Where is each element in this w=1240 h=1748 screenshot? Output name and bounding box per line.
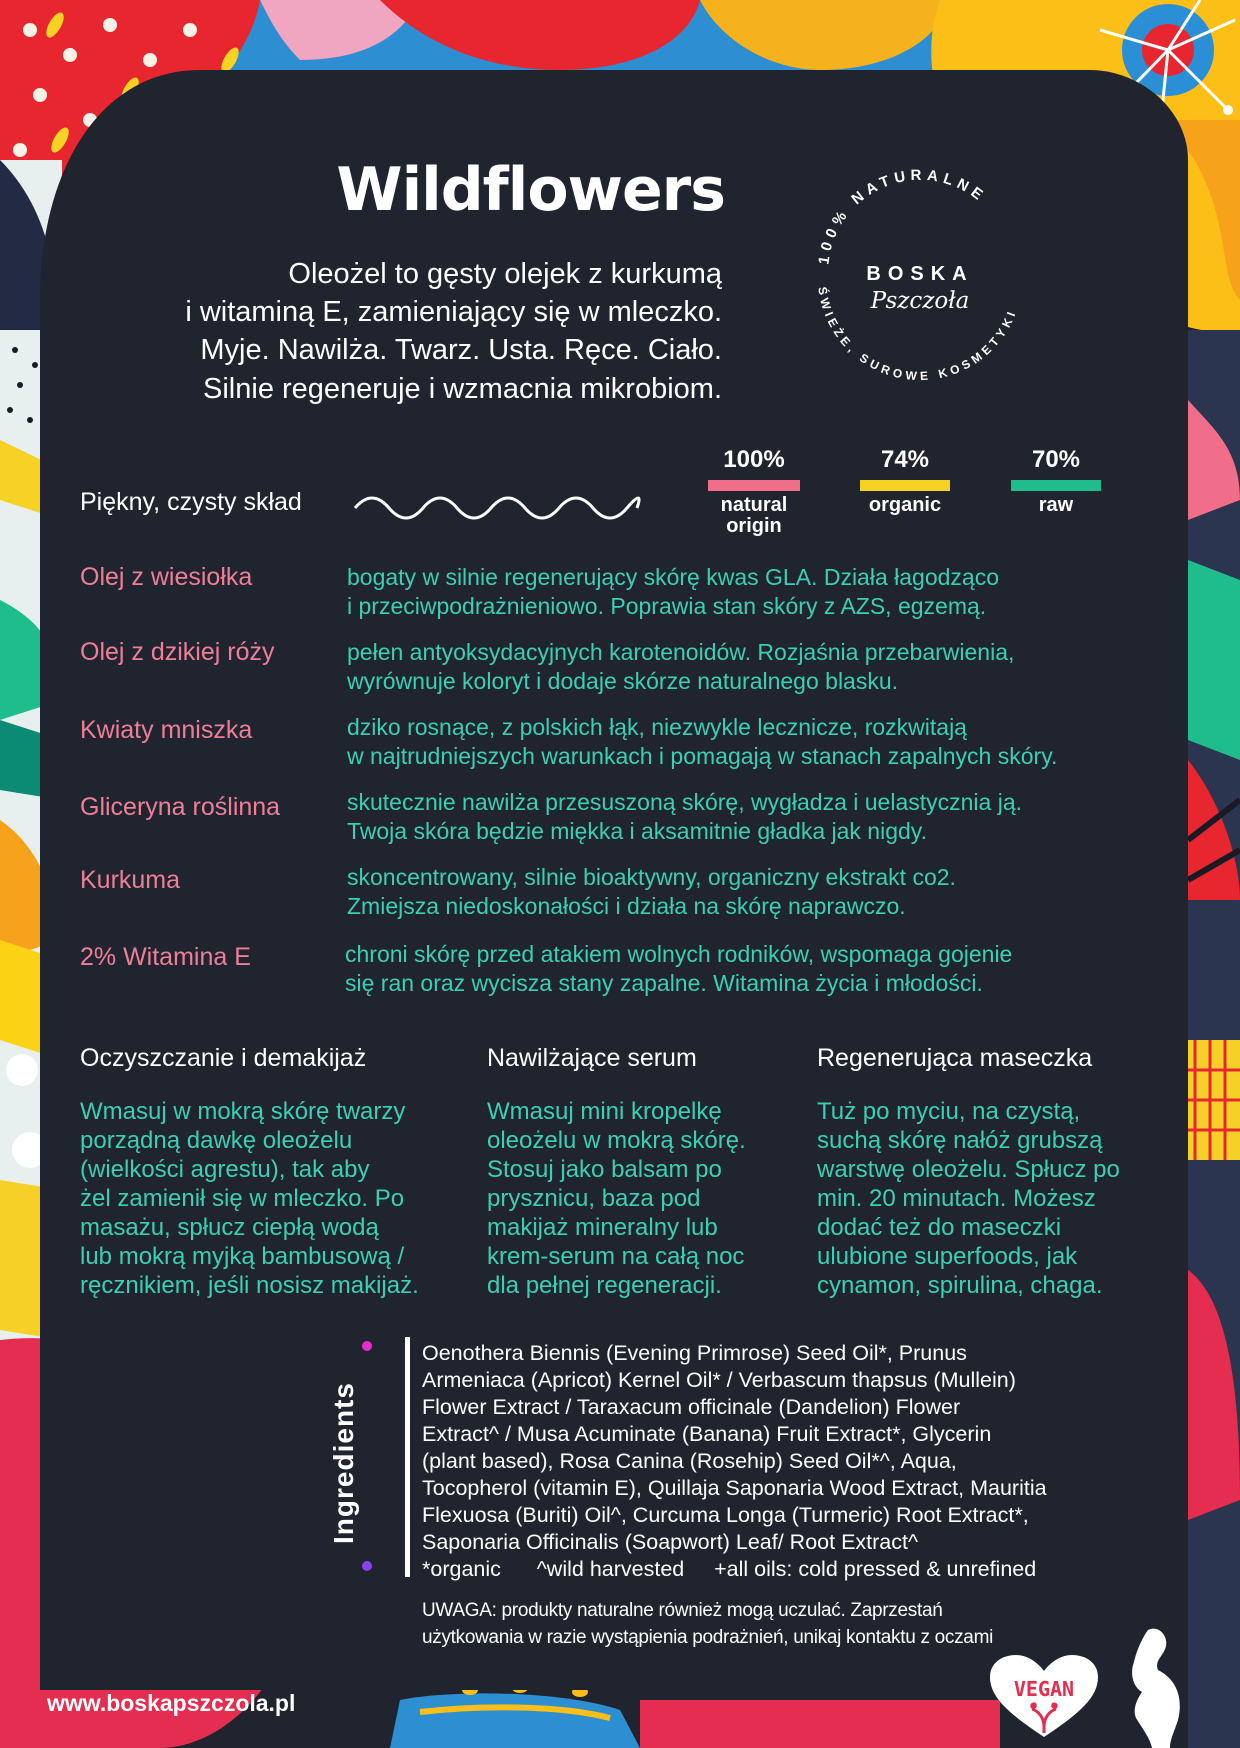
usage-line: lub mokrą myjką bambusową / (80, 1243, 405, 1270)
ingredient-name: Olej z wiesiołka (80, 563, 253, 591)
usage-serum (487, 1044, 807, 1300)
stat-organic (860, 446, 950, 516)
usage-line: ulubione superfoods, jak (817, 1243, 1078, 1270)
stat-bar (860, 480, 950, 491)
description-line: pełen antyoksydacyjnych karotenoidów. Rozjaśnia przebarwienia, (347, 639, 1015, 665)
usage-line: ręcznikiem, jeśli nosisz makijaż. (80, 1272, 419, 1299)
usage-line: oleożelu w mokrą skórę. (487, 1127, 746, 1154)
description-line: się ran oraz wycisza stany zapalne. Witamina życia i młodości. (345, 970, 983, 996)
ingredients-line: Flexuosa (Buriti) Oil^, Curcuma Longa (Turmeric) Root Extract*, (422, 1503, 1029, 1527)
ingredient-description (345, 940, 1175, 998)
usage-line: Tuż po myciu, na czystą, (817, 1098, 1081, 1125)
website-link[interactable]: www.boskapszczola.pl (47, 1690, 296, 1716)
description-line: skoncentrowany, silnie bioaktywny, organiczny ekstrakt co2. (347, 864, 956, 890)
description-line: chroni skórę przed atakiem wolnych rodników, wspomaga gojenie (345, 941, 1013, 967)
usage-mask (817, 1044, 1177, 1300)
usage-line: dla pełnej regeneracji. (487, 1272, 722, 1299)
ingredients-list (422, 1340, 1162, 1556)
stat-bar (1011, 480, 1101, 491)
logo-script: Pszczoła (870, 288, 970, 314)
usage-line: Stosuj jako balsam po (487, 1156, 722, 1183)
vegan-label: VEGAN (1013, 1677, 1075, 1701)
brand-logo (800, 160, 1040, 400)
usage-line: masażu, spłucz ciepłą wodą (80, 1214, 379, 1241)
ingredients-divider (405, 1337, 410, 1577)
ingredients-line: Armeniaca (Apricot) Kernel Oil* / Verbascum thapsus (Mullein) (422, 1368, 1016, 1392)
usage-line: Wmasuj w mokrą skórę twarzy (80, 1098, 406, 1125)
vegan-badge (988, 1653, 1100, 1739)
description-line: Zmiejsza niedoskonałości i działa na skórę naprawczo. (347, 893, 906, 919)
warning-line: UWAGA: produkty naturalne również mogą uczulać. Zaprzestań (422, 1600, 943, 1621)
usage-line: żel zamienił się w mleczko. Po (80, 1185, 405, 1212)
ingredient-name: Kurkuma (80, 866, 181, 894)
stat-bar (708, 480, 800, 491)
logo-ring-top: 100% NATURALNE (815, 166, 990, 266)
description-line: w najtrudniejszych warunkach i pomagają w stanach zapalnych skóry. (347, 743, 1058, 769)
ingredient-name: Gliceryna roślinna (80, 793, 281, 821)
description-line: Twoja skóra będzie miękka i aksamitnie gładka jak nigdy. (347, 818, 927, 844)
ingredients-line: (plant based), Rosa Canina (Rosehip) Seed Oil*^, Aqua, (422, 1449, 957, 1473)
warning-text (422, 1597, 1162, 1651)
ingredient-description (347, 638, 1177, 696)
ingredients-line: Extract^ / Musa Acuminate (Banana) Fruit Extract*, Glycerin (422, 1422, 992, 1446)
usage-text (487, 1097, 807, 1300)
usage-line: min. 20 minutach. Możesz (817, 1185, 1096, 1212)
usage-line: prysznicu, baza pod (487, 1185, 701, 1212)
stat-label: origin (726, 515, 782, 537)
ingredients-heading-text: Ingredients (328, 1382, 359, 1544)
stat-natural-origin (708, 446, 800, 537)
ingredient-description (347, 788, 1177, 846)
usage-cleansing (80, 1044, 460, 1300)
composition-label: Piękny, czysty skład (80, 488, 302, 516)
usage-line: porządną dawkę oleożelu (80, 1127, 353, 1154)
stat-value: 100% (723, 446, 785, 473)
page-title: Wildflowers (336, 155, 725, 225)
usage-line: warstwę oleożelu. Spłucz po (817, 1156, 1120, 1183)
usage-line: dodać też do maseczki (817, 1214, 1062, 1241)
usage-line: cynamon, spirulina, chaga. (817, 1272, 1103, 1299)
stat-label: natural (720, 494, 788, 516)
ingredients-line: Tocopherol (vitamin E), Quillaja Saponaria Wood Extract, Mauritia (422, 1476, 1047, 1500)
warning-line: użytkowania w razie wystąpienia podrażnień, unikaj kontaktu z oczami (422, 1627, 994, 1648)
intro-line: Myje. Nawilża. Twarz. Usta. Ręce. Ciało. (200, 334, 722, 366)
stat-label: organic (868, 494, 942, 516)
usage-title: Regenerująca maseczka (817, 1044, 1093, 1072)
stat-raw (1011, 446, 1101, 516)
description-line: bogaty w silnie regenerujący skórę kwas GLA. Działa łagodząco (347, 564, 999, 590)
ingredient-name: Olej z dzikiej róży (80, 638, 275, 666)
ingredient-description (347, 713, 1177, 771)
ingredient-name: Kwiaty mniszka (80, 716, 253, 744)
usage-line: suchą skórę nałóż grubszą (817, 1127, 1103, 1154)
description-line: skutecznie nawilża przesuszoną skórę, wygładza i uelastycznia ją. (347, 789, 1022, 815)
description-line: i przeciwpodrażnieniowo. Poprawia stan skóry z AZS, egzemą. (347, 593, 987, 619)
ingredients-line: Oenothera Biennis (Evening Primrose) Seed Oil*, Prunus (422, 1341, 967, 1365)
description-line: dziko rosnące, z polskich łąk, niezwykle lecznicze, rozkwitają (347, 714, 967, 740)
ingredients-line: Saponaria Officinalis (Soapwort) Leaf/ Root Extract^ (422, 1530, 919, 1554)
usage-text (80, 1097, 460, 1300)
usage-title: Nawilżające serum (487, 1044, 697, 1072)
logo-brand: BOSKA (866, 263, 974, 285)
ingredient-name: 2% Witamina E (80, 943, 251, 971)
logo-ring-bottom: ŚWIEŻE, SUROWE KOSMETYKI (815, 285, 1020, 384)
usage-line: (wielkości agrestu), tak aby (80, 1156, 370, 1183)
intro-line: i witaminą E, zamieniający się w mleczko. (185, 296, 722, 328)
ingredient-description (347, 863, 1177, 921)
intro-line: Silnie regeneruje i wzmacnia mikrobiom. (203, 373, 722, 405)
ingredients-legend: *organic ^wild harvested +all oils: cold pressed & unrefined (422, 1557, 1037, 1581)
stat-value: 70% (1031, 446, 1081, 473)
svg-text:100% NATURALNE (815, 167, 989, 266)
usage-line: krem-serum na całą noc (487, 1243, 745, 1270)
usage-line: Wmasuj mini kropelkę (487, 1098, 722, 1125)
ingredients-line: Flower Extract / Taraxacum officinale (Dandelion) Flower (422, 1395, 961, 1419)
ingredient-description (347, 563, 1177, 621)
intro-line: Oleożel to gęsty olejek z kurkumą (288, 258, 722, 290)
description-line: wyrównuje koloryt i dodaje skórze naturalnego blasku. (347, 668, 899, 694)
stat-value: 74% (880, 446, 930, 473)
usage-text (817, 1097, 1177, 1300)
stat-label: raw (1038, 494, 1074, 516)
usage-line: makijaż mineralny lub (487, 1214, 718, 1241)
usage-title: Oczyszczanie i demakijaż (80, 1044, 367, 1072)
